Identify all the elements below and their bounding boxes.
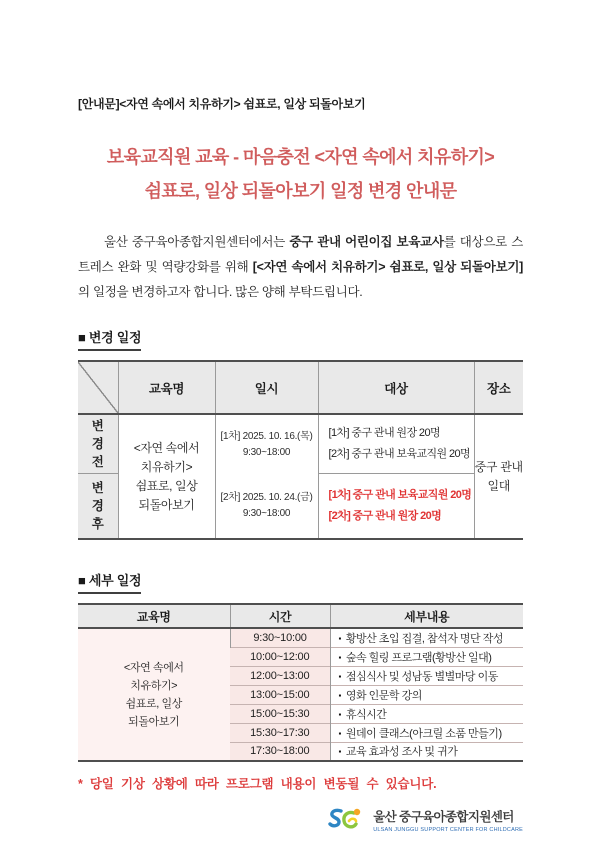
- bullet-icon: ▪: [338, 709, 341, 719]
- detail-col-content: 세부내용: [330, 604, 523, 628]
- col-header-datetime: 일시: [215, 361, 318, 414]
- time-cell: 15:30~17:30: [230, 723, 330, 742]
- row-label-before: 변경전: [78, 414, 118, 474]
- row-label-after: 변경후: [78, 474, 118, 539]
- detail-col-course: 교육명: [78, 604, 230, 628]
- detail-schedule-table: [78, 603, 523, 762]
- intro-bold-target: 중구 관내 어린이집 보육교사: [289, 235, 444, 249]
- content-cell: ▪ 숲속 힐링 프로그램(황방산 일대): [330, 647, 523, 666]
- change-schedule-table: [78, 360, 523, 540]
- col-header-course: 교육명: [118, 361, 215, 414]
- document-top-label: [안내문]<자연 속에서 치유하기> 쉼표로, 일상 되돌아보기: [78, 97, 366, 111]
- section-detail-schedule-title: ■ 세부 일정: [78, 570, 523, 594]
- session2-datetime: [2차] 2025. 10. 24.(금) 9:30~18:00: [220, 492, 313, 519]
- time-cell: 17:30~18:00: [230, 742, 330, 761]
- intro-bold-program: [<자연 속에서 치유하기> 쉼표로, 일상 되돌아보기]: [252, 260, 523, 274]
- org-logo-text: [373, 807, 523, 833]
- session1-datetime: [1차] 2025. 10. 16.(목) 9:30~18:00: [220, 430, 313, 458]
- section-change-schedule-title: ■ 변경 일정: [78, 327, 523, 351]
- weather-footnote: * 당일 기상 상황에 따라 프로그램 내용이 변동될 수 있습니다.: [78, 777, 437, 791]
- org-logo-icon: [327, 805, 367, 835]
- diagonal-header-cell: [78, 361, 118, 414]
- content-cell: ▪ 영화 인문학 강의: [330, 685, 523, 704]
- time-cell: 9:30~10:00: [230, 628, 330, 647]
- target-before-cell: [1차] 중구 관내 원장 20명 [2차] 중구 관내 보육교직원 20명: [318, 414, 474, 474]
- bullet-icon: ▪: [338, 671, 341, 681]
- table-row-before: [78, 414, 523, 474]
- course-name-cell: <자연 속에서 치유하기> 쉼표로, 일상 되돌아보기: [118, 414, 215, 539]
- bullet-icon: ▪: [338, 690, 341, 700]
- time-cell: 10:00~12:00: [230, 647, 330, 666]
- time-cell: 15:00~15:30: [230, 704, 330, 723]
- content-cell: ▪ 황방산 초입 집결, 참석자 명단 작성: [330, 628, 523, 647]
- place-cell: 중구 관내 일대: [474, 414, 523, 539]
- document-title: [78, 140, 523, 208]
- detail-table-header-row: [78, 604, 523, 628]
- content-cell: ▪ 교육 효과성 조사 및 귀가: [330, 742, 523, 761]
- org-name-english: ULSAN JUNGGU SUPPORT CENTER FOR CHILDCARE: [373, 827, 523, 833]
- content-cell: ▪ 휴식시간: [330, 704, 523, 723]
- bullet-icon: ▪: [338, 747, 341, 757]
- time-cell: 12:00~13:00: [230, 666, 330, 685]
- bullet-icon: ▪: [338, 633, 341, 643]
- org-logo: [78, 805, 523, 835]
- content-cell: ▪ 원데이 클래스(아크릴 소품 만들기): [330, 723, 523, 742]
- datetime-cell: [215, 414, 318, 539]
- col-header-target: 대상: [318, 361, 474, 414]
- detail-col-time: 시간: [230, 604, 330, 628]
- document-title-line1: 보육교직원 교육 - 마음충전 <자연 속에서 치유하기>: [106, 147, 495, 167]
- intro-paragraph: [78, 230, 523, 305]
- org-name-korean: 울산 중구육아종합지원센터: [373, 810, 514, 824]
- intro-text-mid: 를 대상으로 스트레스 완화 및 역량강화를 위해: [78, 235, 523, 274]
- bullet-icon: ▪: [338, 652, 341, 662]
- target-after-cell: [1차] 중구 관내 보육교직원 20명 [2차] 중구 관내 원장 20명: [318, 474, 474, 539]
- change-table-header-row: [78, 361, 523, 414]
- time-cell: 13:00~15:00: [230, 685, 330, 704]
- bullet-icon: ▪: [338, 728, 341, 738]
- detail-row: [78, 628, 523, 647]
- intro-text-start: 울산 중구육아종합지원센터에서는: [104, 235, 290, 249]
- col-header-place: 장소: [474, 361, 523, 414]
- content-cell: ▪ 점심식사 및 성남동 별별마당 이동: [330, 666, 523, 685]
- detail-course-name-cell: <자연 속에서 치유하기> 쉼표로, 일상 되돌아보기: [78, 628, 230, 761]
- document-title-line2: 쉼표로, 일상 되돌아보기 일정 변경 안내문: [144, 181, 457, 201]
- intro-text-end: 의 일정을 변경하고자 합니다. 많은 양해 부탁드립니다.: [78, 285, 363, 299]
